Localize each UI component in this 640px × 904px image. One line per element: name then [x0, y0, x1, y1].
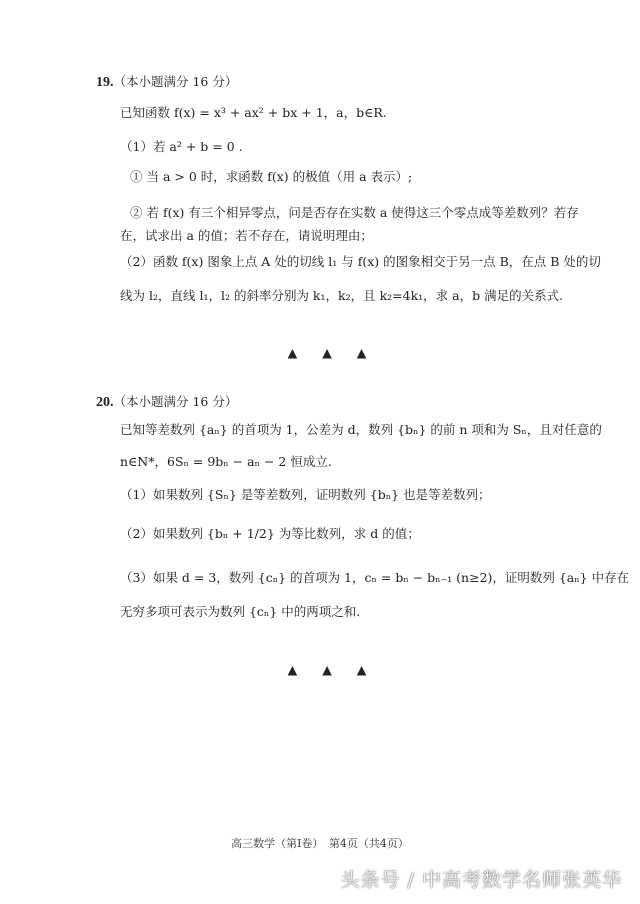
q19-part2-line1: （2）函数 f(x) 图象上点 A 处的切线 l₁ 与 f(x) 的图象相交于另一点 B，在点 B 处的切 — [120, 254, 601, 269]
page-footer: 高三数学（第Ⅰ卷） 第4页（共4页） — [231, 837, 409, 850]
q20-part1: （1）如果数列 {Sₙ} 是等差数列，证明数列 {bₙ} 也是等差数列； — [120, 487, 491, 502]
q20-part3-line1: （3）如果 d = 3，数列 {cₙ} 的首项为 1，cₙ = bₙ − bₙ₋₁ (n≥2)，证明数列 {aₙ} 中存在 — [120, 570, 630, 585]
watermark: 头条号 / 中高考数学名师张英华 — [340, 869, 622, 891]
q19-stem: 已知函数 f(x) = x³ + ax² + bx + 1，a，b∈R. — [120, 105, 387, 120]
q19-part1-i: ① 当 a > 0 时，求函数 f(x) 的极值（用 a 表示）; — [130, 169, 413, 184]
q19-part2-line2: 线为 l₂，直线 l₁，l₂ 的斜率分别为 k₁，k₂，且 k₂=4k₁，求 a，b 满足的关系式. — [120, 288, 564, 303]
q20-header: （本小题满分 16 分） — [113, 394, 238, 409]
q20-part2: （2）如果数列 {bₙ + 1/2} 为等比数列，求 d 的值； — [120, 526, 420, 541]
q19-heading — [0, 72, 640, 93]
section-divider-2: ▲ ▲ ▲ — [287, 662, 367, 677]
q19-part1-ii-line2: 在，试求出 a 的值；若不存在，请说明理由； — [120, 228, 373, 243]
q19-header: （本小题满分 16 分） — [113, 74, 238, 89]
q19-part1-ii-line1: ② 若 f(x) 有三个相异零点，问是否存在实数 a 使得这三个零点成等差数列？若存 — [130, 205, 579, 220]
q19-number: 19. — [96, 75, 114, 90]
section-divider-1: ▲ ▲ ▲ — [287, 345, 367, 360]
q19-part1: （1）若 a² + b = 0 . — [120, 139, 243, 154]
q20-stem-line1: 已知等差数列 {aₙ} 的首项为 1，公差为 d，数列 {bₙ} 的前 n 项和为 Sₙ，且对任意的 — [120, 422, 602, 437]
q20-number: 20. — [96, 395, 114, 410]
q20-heading — [0, 392, 640, 413]
q20-part3-line2: 无穷多项可表示为数列 {cₙ} 中的两项之和. — [120, 604, 361, 619]
q20-stem-line2: n∈N*，6Sₙ = 9bₙ − aₙ − 2 恒成立. — [120, 454, 332, 469]
